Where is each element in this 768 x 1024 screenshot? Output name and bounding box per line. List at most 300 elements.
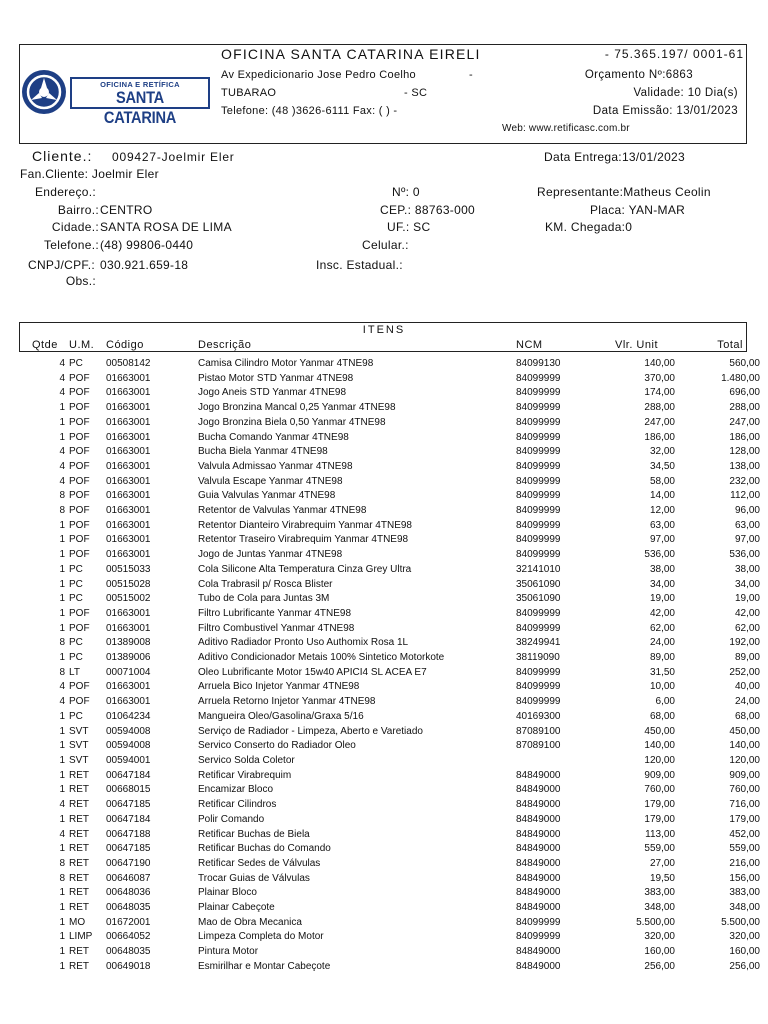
item-code: 00646087 [106,872,151,884]
item-unit: POF [69,681,90,693]
item-qty: 1 [59,931,65,943]
item-total: 450,00 [729,725,760,737]
item-description: Cola Silicone Alta Temperatura Cinza Grey Ultra [198,563,412,575]
neighborhood-value: CENTRO [100,203,153,217]
item-code: 01663001 [106,681,151,693]
item-unit: POF [69,372,90,384]
cnpj-label: CNPJ/CPF.: [27,258,95,272]
item-description: Esmirilhar e Montar Cabeçote [198,960,331,972]
item-qty: 1 [59,607,65,619]
item-unit: POF [69,490,90,502]
item-qty: 1 [59,578,65,590]
item-code: 01663001 [106,622,151,634]
item-qty: 8 [59,637,65,649]
item-unit-price: 42,00 [649,607,675,619]
item-unit: PC [69,358,83,369]
item-unit: RET [69,813,89,825]
item-unit-price: 34,50 [649,460,675,472]
col-header-um: U.M. [69,339,95,351]
item-unit: RET [69,799,89,811]
item-total: 97,00 [734,534,760,546]
item-unit-price: 450,00 [644,725,675,737]
item-code: 00647185 [106,843,151,855]
item-unit: POF [69,387,90,399]
item-unit-price: 63,00 [649,519,675,531]
item-qty: 1 [59,887,65,899]
item-qty: 1 [59,710,65,722]
items-table [19,357,760,975]
item-qty: 4 [59,475,65,487]
item-qty: 1 [59,784,65,796]
item-ncm: 84099999 [516,416,561,428]
item-unit-price: 320,00 [644,931,675,943]
item-unit: POF [69,622,90,634]
item-total: 96,00 [734,505,760,517]
table-row [19,445,760,460]
item-unit: PC [69,593,83,605]
address-separator: - [469,69,473,81]
representative: Representante:Matheus Ceolin [537,185,711,199]
item-ncm: 84849000 [516,946,561,958]
item-code: 00647185 [106,799,151,811]
item-code: 01663001 [106,446,151,458]
item-unit: POF [69,460,90,472]
item-ncm: 84099999 [516,505,561,517]
item-description: Servico Solda Coletor [198,754,295,766]
item-code: 01663001 [106,431,151,443]
table-row [19,372,760,387]
item-unit-price: 38,00 [649,563,675,575]
table-row [19,813,760,828]
item-unit-price: 97,00 [649,534,675,546]
item-description: Jogo Bronzina Biela 0,50 Yanmar 4TNE98 [198,416,386,428]
item-qty: 1 [59,563,65,575]
item-qty: 8 [59,857,65,869]
table-row [19,636,760,651]
item-code: 00664052 [106,931,151,943]
item-ncm: 84099999 [516,549,561,561]
item-description: Retificar Buchas do Comando [198,843,331,855]
table-row [19,769,760,784]
item-code: 01672001 [106,916,151,928]
item-description: Camisa Cilindro Motor Yanmar 4TNE98 [198,358,374,369]
item-description: Mao de Obra Mecanica [198,916,302,928]
table-row [19,607,760,622]
item-qty: 1 [59,946,65,958]
item-total: 19,00 [734,593,760,605]
address-number: Nº: 0 [392,185,420,199]
col-header-descricao: Descrição [198,339,252,351]
item-total: 909,00 [729,769,760,781]
gear-emblem-icon [22,70,66,114]
item-ncm: 84849000 [516,799,561,811]
item-ncm: 87089100 [516,740,561,752]
item-total: 452,00 [729,828,760,840]
item-qty: 1 [59,534,65,546]
item-code: 00515033 [106,563,151,575]
neighborhood-label: Bairro.: [57,203,99,217]
item-code: 00649018 [106,960,151,972]
table-row [19,357,760,372]
item-unit-price: 68,00 [649,710,675,722]
item-total: 156,00 [729,872,760,884]
item-unit: LIMP [69,931,93,943]
company-city: TUBARAO [221,87,277,99]
item-ncm: 84099999 [516,607,561,619]
item-qty: 8 [59,505,65,517]
item-total: 40,00 [734,681,760,693]
item-code: 00668015 [106,784,151,796]
item-unit-price: 909,00 [644,769,675,781]
city-value: SANTA ROSA DE LIMA [100,220,232,234]
item-qty: 1 [59,769,65,781]
item-code: 00648035 [106,902,151,914]
mobile-label: Celular.: [362,238,409,252]
item-unit: POF [69,475,90,487]
item-ncm: 84099130 [516,358,561,369]
item-description: Trocar Guias de Válvulas [198,872,310,884]
item-description: Encamizar Bloco [198,784,274,796]
item-unit-price: 120,00 [644,754,675,766]
item-code: 00515028 [106,578,151,590]
item-description: Valvula Admissao Yanmar 4TNE98 [198,460,353,472]
item-unit: SVT [69,725,89,737]
item-code: 01663001 [106,519,151,531]
item-total: 140,00 [729,740,760,752]
item-code: 00648036 [106,887,151,899]
address-label: Endereço.: [34,185,96,199]
item-unit: RET [69,902,89,914]
item-code: 00647184 [106,813,151,825]
item-code: 01663001 [106,416,151,428]
item-total: 348,00 [729,902,760,914]
table-row [19,519,760,534]
table-row [19,916,760,931]
item-total: 252,00 [729,666,760,678]
item-ncm: 84099999 [516,519,561,531]
phone-label: Telefone.: [43,238,99,252]
item-unit-price: 19,00 [649,593,675,605]
item-total: 216,00 [729,857,760,869]
logo-subtitle: OFICINA E RETÍFICA [100,80,180,89]
item-total: 716,00 [729,799,760,811]
col-header-total: Total [717,339,743,351]
table-row [19,754,760,769]
item-unit: RET [69,960,89,972]
item-unit: POF [69,696,90,708]
table-row [19,401,760,416]
item-unit: PC [69,578,83,590]
item-ncm: 84099999 [516,622,561,634]
item-unit: POF [69,519,90,531]
zip-code: CEP.: 88763-000 [380,203,476,217]
item-total: 160,00 [729,946,760,958]
table-row [19,725,760,740]
item-qty: 4 [59,799,65,811]
item-total: 760,00 [729,784,760,796]
item-unit-price: 383,00 [644,887,675,899]
item-code: 01663001 [106,534,151,546]
item-total: 696,00 [729,387,760,399]
item-description: Jogo de Juntas Yanmar 4TNE98 [198,549,343,561]
item-unit-price: 247,00 [644,416,675,428]
client-value: 009427-Joelmir Eler [112,150,235,164]
item-unit-price: 288,00 [644,402,675,414]
item-description: Retentor Dianteiro Virabrequim Yanmar 4TNE98 [198,519,412,531]
item-description: Bucha Biela Yanmar 4TNE98 [198,446,328,458]
item-code: 00594008 [106,725,151,737]
item-unit-price: 34,00 [649,578,675,590]
state-registration: Insc. Estadual.: [316,258,403,272]
item-code: 00594001 [106,754,151,766]
item-unit-price: 559,00 [644,843,675,855]
item-unit-price: 113,00 [645,828,675,840]
item-ncm: 84099999 [516,475,561,487]
item-unit-price: 140,00 [644,740,675,752]
item-description: Filtro Lubrificante Yanmar 4TNE98 [198,607,352,619]
item-description: Guia Valvulas Yanmar 4TNE98 [198,490,336,502]
table-row [19,592,760,607]
item-qty: 1 [59,593,65,605]
item-code: 01663001 [106,490,151,502]
table-row [19,798,760,813]
item-description: Plainar Cabeçote [198,902,275,914]
table-row [19,872,760,887]
item-unit: RET [69,887,89,899]
item-total: 138,00 [729,460,760,472]
item-ncm: 84099999 [516,387,561,399]
item-ncm: 84849000 [516,813,561,825]
item-total: 34,00 [734,578,760,590]
item-ncm: 84099999 [516,372,561,384]
item-total: 63,00 [734,519,760,531]
item-ncm: 84099999 [516,446,561,458]
item-qty: 1 [59,740,65,752]
item-qty: 1 [59,902,65,914]
item-total: 320,00 [729,931,760,943]
item-unit: MO [69,916,86,928]
fan-client: Fan.Cliente: Joelmir Eler [20,167,159,181]
item-code: 01663001 [106,505,151,517]
item-code: 01663001 [106,696,151,708]
item-ncm: 84099999 [516,402,561,414]
item-unit-price: 27,00 [649,857,675,869]
item-ncm: 35061090 [516,578,561,590]
item-description: Polir Comando [198,813,265,825]
item-unit-price: 160,00 [644,946,675,958]
item-code: 00647190 [106,857,151,869]
item-description: Aditivo Radiador Pronto Uso Authomix Rosa 1L [198,637,409,649]
col-header-ncm: NCM [516,339,543,351]
item-qty: 4 [59,446,65,458]
item-unit: RET [69,784,89,796]
items-title: ITENS [362,324,406,336]
item-unit-price: 348,00 [644,902,675,914]
item-unit-price: 179,00 [644,799,675,811]
item-description: Retentor de Valvulas Yanmar 4TNE98 [198,505,367,517]
item-ncm: 84849000 [516,843,561,855]
item-description: Arruela Retorno Injetor Yanmar 4TNE98 [198,696,376,708]
item-total: 5.500,00 [721,916,760,928]
item-total: 559,00 [729,843,760,855]
table-row [19,386,760,401]
item-total: 89,00 [734,652,760,664]
item-code: 00594008 [106,740,151,752]
item-description: Pintura Motor [198,946,259,958]
item-ncm: 38119090 [516,652,560,664]
item-qty: 1 [59,652,65,664]
item-ncm: 84849000 [516,769,561,781]
item-unit: POF [69,607,90,619]
item-unit: POF [69,402,90,414]
item-ncm: 84099999 [516,696,561,708]
table-row [19,666,760,681]
item-ncm: 84099999 [516,431,561,443]
logo-title: SANTA CATARINA [103,88,177,127]
item-code: 01064234 [106,710,151,722]
item-ncm [516,754,596,769]
item-unit: LT [69,666,80,678]
table-row [19,945,760,960]
table-row [19,886,760,901]
table-row [19,533,760,548]
city-label: Cidade.: [51,220,99,234]
item-description: Arruela Bico Injetor Yanmar 4TNE98 [198,681,360,693]
item-ncm: 84849000 [516,887,561,899]
item-total: 62,00 [734,622,760,634]
budget-number: Orçamento Nº:6863 [584,69,693,81]
item-qty: 8 [59,872,65,884]
table-row [19,710,760,725]
item-total: 24,00 [734,696,760,708]
item-description: Retentor Traseiro Virabrequim Yanmar 4TNE98 [198,534,409,546]
item-ncm: 84099999 [516,460,561,472]
item-qty: 1 [59,960,65,972]
item-unit: RET [69,843,89,855]
item-unit-price: 12,00 [649,505,675,517]
company-cnpj: - 75.365.197/ 0001-61 [604,47,744,61]
table-row [19,960,760,975]
item-code: 01663001 [106,549,151,561]
item-code: 00648035 [106,946,151,958]
delivery-date: Data Entrega:13/01/2023 [544,150,686,164]
item-description: Retificar Buchas de Biela [198,828,310,840]
table-row [19,460,760,475]
item-total: 120,00 [729,754,760,766]
item-qty: 1 [59,813,65,825]
item-ncm: 84849000 [516,902,561,914]
item-unit-price: 370,00 [644,372,675,384]
item-total: 112,00 [730,490,760,502]
item-ncm: 84849000 [516,960,561,972]
item-description: Pistao Motor STD Yanmar 4TNE98 [198,372,354,384]
item-unit-price: 19,50 [649,872,675,884]
table-row [19,431,760,446]
item-description: Retificar Sedes de Válvulas [198,857,321,869]
item-code: 01663001 [106,372,151,384]
item-total: 68,00 [734,710,760,722]
item-ncm: 38249941 [516,637,561,649]
company-address: Av Expedicionario Jose Pedro Coelho [221,69,416,81]
table-row [19,901,760,916]
item-unit-price: 24,00 [649,637,675,649]
item-code: 00071004 [106,666,151,678]
item-description: Limpeza Completa do Motor [198,931,324,943]
item-ncm: 84099999 [516,681,561,693]
item-unit: POF [69,534,90,546]
item-unit-price: 32,00 [649,446,675,458]
table-row [19,489,760,504]
item-qty: 1 [59,622,65,634]
item-description: Plainar Bloco [198,887,257,899]
item-total: 192,00 [729,637,760,649]
table-row [19,680,760,695]
item-code: 01389006 [106,652,151,664]
item-unit-price: 256,00 [644,960,675,972]
item-total: 179,00 [729,813,760,825]
item-description: Valvula Escape Yanmar 4TNE98 [198,475,343,487]
item-unit: RET [69,857,89,869]
item-unit-price: 58,00 [649,475,675,487]
col-header-codigo: Código [106,339,144,351]
cnpj-value: 030.921.659-18 [100,258,189,272]
item-total: 536,00 [729,549,760,561]
item-unit-price: 6,00 [655,696,675,708]
table-row [19,504,760,519]
item-unit: POF [69,431,90,443]
item-unit: PC [69,652,83,664]
item-qty: 4 [59,681,65,693]
item-qty: 1 [59,431,65,443]
item-qty: 4 [59,358,65,369]
item-description: Cola Trabrasil p/ Rosca Blister [198,578,333,590]
item-ncm: 84099999 [516,931,561,943]
client-label: Cliente.: [32,148,93,164]
table-row [19,548,760,563]
item-code: 00647184 [106,769,151,781]
item-qty: 1 [59,725,65,737]
item-unit: RET [69,769,89,781]
item-unit: RET [69,872,89,884]
item-ncm: 87089100 [516,725,561,737]
issue-date: Data Emissão: 13/01/2023 [592,105,738,117]
item-description: Jogo Aneis STD Yanmar 4TNE98 [198,387,347,399]
item-description: Mangueira Oleo/Gasolina/Graxa 5/16 [198,710,364,722]
item-qty: 8 [59,490,65,502]
table-row [19,563,760,578]
item-qty: 4 [59,387,65,399]
item-unit-price: 174,00 [644,387,675,399]
item-code: 01663001 [106,475,151,487]
item-ncm: 84849000 [516,784,561,796]
item-unit: RET [69,828,89,840]
item-code: 00508142 [106,358,151,369]
company-logo [22,70,211,127]
item-ncm: 84849000 [516,872,561,884]
table-row [19,783,760,798]
table-row [19,651,760,666]
item-total: 256,00 [729,960,760,972]
item-qty: 1 [59,402,65,414]
item-unit: RET [69,946,89,958]
item-unit: PC [69,563,83,575]
item-total: 383,00 [729,887,760,899]
table-row [19,930,760,945]
item-unit-price: 89,00 [649,652,675,664]
item-description: Retificar Virabrequim [198,769,292,781]
item-unit: SVT [69,754,89,766]
item-description: Tubo de Cola para Juntas 3M [198,593,330,605]
